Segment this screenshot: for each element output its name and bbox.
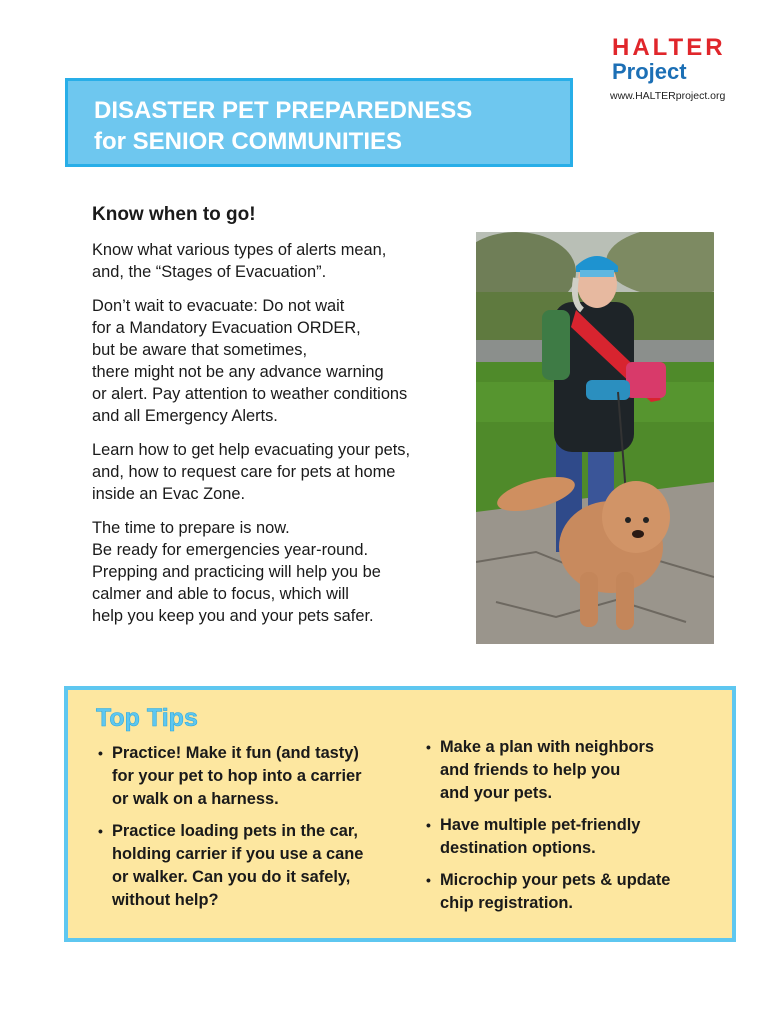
title-line-1: DISASTER PET PREPAREDNESS [94, 97, 473, 124]
website-url[interactable]: www.HALTERproject.org [610, 90, 726, 102]
halter-project-logo [610, 36, 750, 102]
paragraph-prepare-now [92, 517, 472, 627]
section-heading: Know when to go! [92, 204, 256, 225]
text-line: or alert. Pay attention to weather conditions [92, 385, 408, 403]
tip-text-line: and your pets. [440, 784, 553, 802]
tip-text-line: holding carrier if you use a cane [112, 845, 364, 863]
tip-text-line: Practice! Make it fun (and tasty) [112, 744, 359, 762]
tip-item [424, 869, 714, 915]
tip-text-line: Have multiple pet-friendly [440, 816, 641, 834]
tip-text-line: Practice loading pets in the car, [112, 822, 358, 840]
text-line: Don’t wait to evacuate: Do not wait [92, 297, 345, 315]
text-line: Be ready for emergencies year-round. [92, 541, 369, 559]
text-line: Know what various types of alerts mean, [92, 241, 387, 259]
tip-item [424, 736, 714, 805]
title-banner [65, 78, 573, 167]
tip-text-line: or walker. Can you do it safely, [112, 868, 351, 886]
text-line: Prepping and practicing will help you be [92, 563, 381, 581]
text-line: and all Emergency Alerts. [92, 407, 278, 425]
tip-item [96, 820, 396, 912]
tip-text-line: destination options. [440, 839, 596, 857]
bullet-icon: • [98, 745, 103, 761]
text-line: The time to prepare is now. [92, 519, 290, 537]
text-line: but be aware that sometimes, [92, 341, 308, 359]
text-line: calmer and able to focus, which will [92, 585, 349, 603]
text-line: for a Mandatory Evacuation ORDER, [92, 319, 361, 337]
main-content [92, 204, 472, 639]
bullet-icon: • [426, 739, 431, 755]
tip-text-line: for your pet to hop into a carrier [112, 767, 362, 785]
tip-text-line: Make a plan with neighbors [440, 738, 655, 756]
tips-column-right [424, 736, 714, 924]
text-line: Learn how to get help evacuating your pets, [92, 441, 411, 459]
bullet-icon: • [98, 823, 103, 839]
tip-text-line: without help? [112, 891, 219, 909]
tips-column-left [96, 742, 396, 921]
logo-halter-text: HALTER [612, 34, 726, 61]
paragraph-alerts [92, 239, 472, 283]
top-tips-box [64, 686, 736, 942]
text-line: inside an Evac Zone. [92, 485, 246, 503]
photo-woman-walking-dog [476, 232, 714, 644]
tip-item [424, 814, 714, 860]
tip-text-line: Microchip your pets & update [440, 871, 671, 889]
text-line: and, how to request care for pets at home [92, 463, 396, 481]
tip-text-line: and friends to help you [440, 761, 621, 779]
bullet-icon: • [426, 872, 431, 888]
tip-item [96, 742, 396, 811]
bullet-icon: • [426, 817, 431, 833]
tip-text-line: or walk on a harness. [112, 790, 279, 808]
text-line: and, the “Stages of Evacuation”. [92, 263, 327, 281]
logo-project-text: Project [612, 59, 687, 84]
paragraph-get-help [92, 439, 472, 505]
tip-text-line: chip registration. [440, 894, 573, 912]
text-line: help you keep you and your pets safer. [92, 607, 374, 625]
title-line-2: for SENIOR COMMUNITIES [94, 128, 403, 155]
text-line: there might not be any advance warning [92, 363, 384, 381]
paragraph-dont-wait [92, 295, 472, 427]
tips-title: Top Tips [96, 704, 198, 732]
